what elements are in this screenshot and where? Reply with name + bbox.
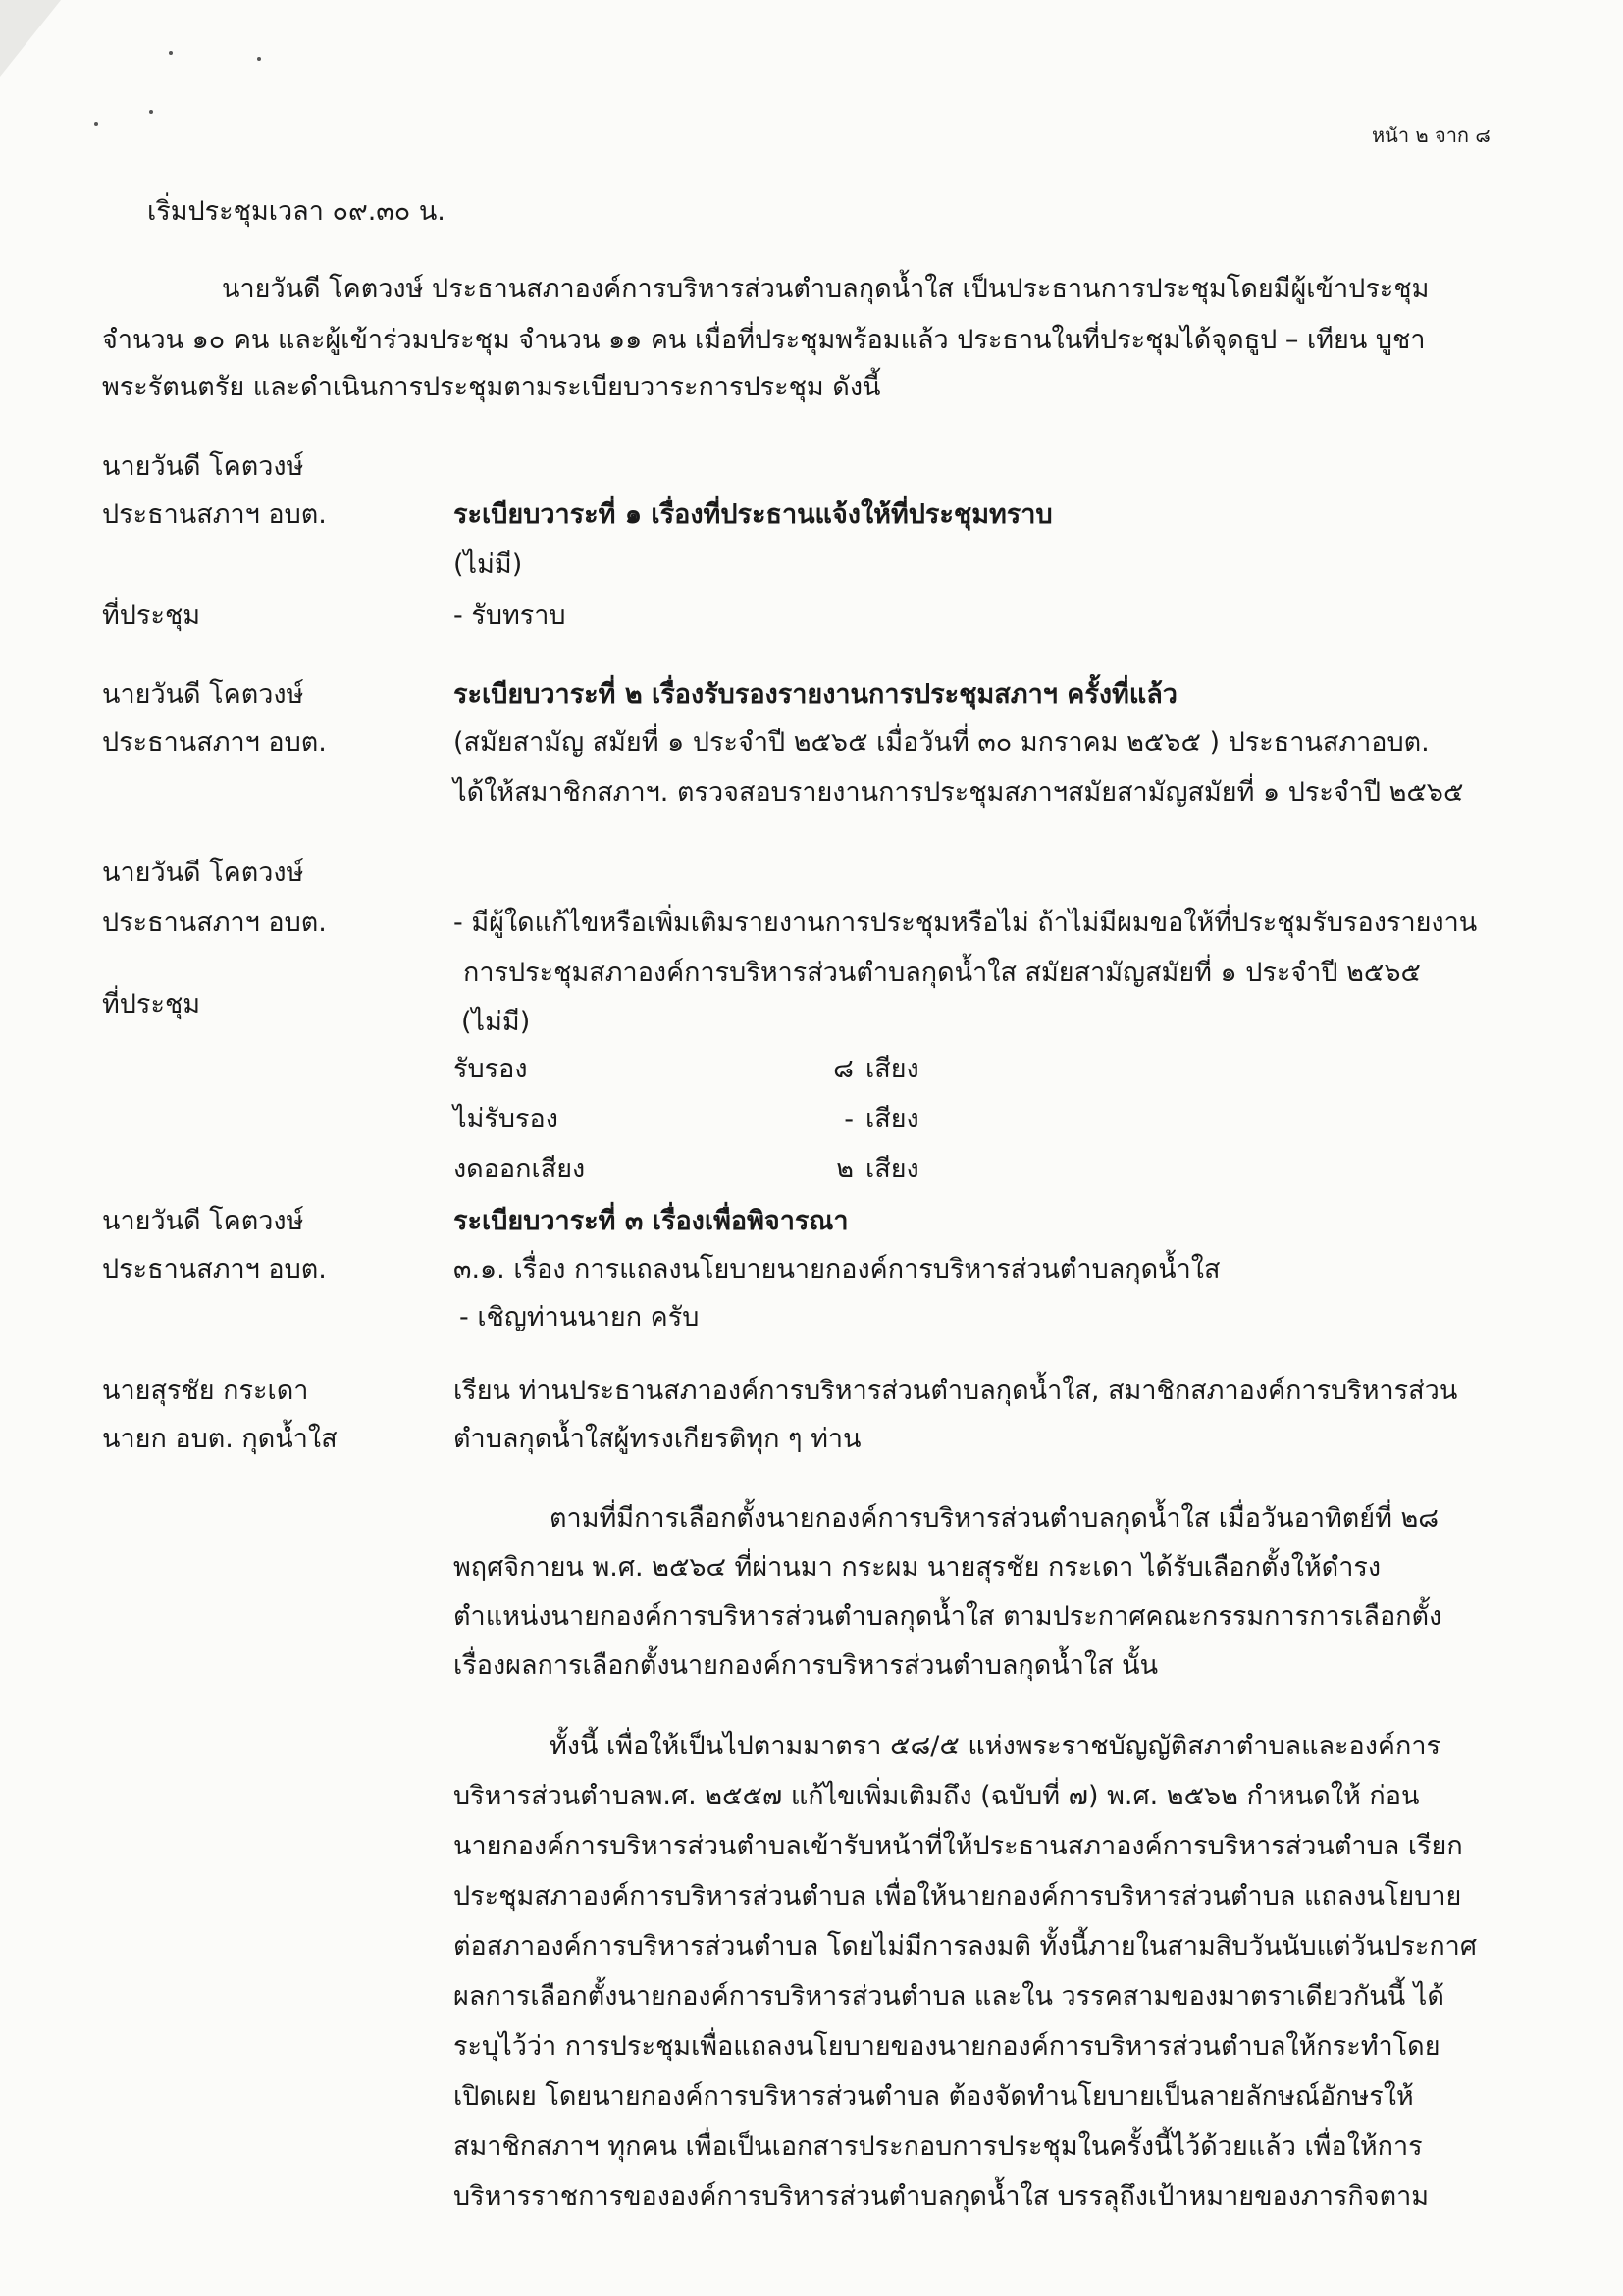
speaker-name: นายวันดี โคตวงษ์ xyxy=(102,679,304,709)
speech-paragraph-1-line: ตามที่มีการเลือกตั้งนายกองค์การบริหารส่วนตำบลกุดน้ำใส เมื่อวันอาทิตย์ที่ ๒๘ xyxy=(550,1503,1440,1534)
intro-line: นายวันดี โคตวงษ์ ประธานสภาองค์การบริหารส่วนตำบลกุดน้ำใส เป็นประธานการประชุมโดยมีผู้เข้าประชุม xyxy=(222,274,1430,304)
speech-paragraph-1-line: พฤศจิกายน พ.ศ. ๒๕๖๔ ที่ผ่านมา กระผม นายสุรชัย กระเดา ได้รับเลือกตั้งให้ดำรง xyxy=(453,1552,1382,1583)
vote-label: รับรอง xyxy=(453,1054,528,1084)
speech-paragraph-2-line: ระบุไว้ว่า การประชุมเพื่อแถลงนโยบายของนายกองค์การบริหารส่วนตำบลให้กระทำโดย xyxy=(453,2031,1440,2061)
agenda-2-line: (สมัยสามัญ สมัยที่ ๑ ประจำปี ๒๕๖๕ เมื่อวันที่ ๓๐ มกราคม ๒๕๖๕ ) ประธานสภาอบต. xyxy=(453,727,1430,757)
speech-paragraph-1-line: เรื่องผลการเลือกตั้งนายกองค์การบริหารส่วนตำบลกุดน้ำใส นั้น xyxy=(453,1650,1159,1681)
vote-row xyxy=(453,1150,924,1189)
scan-speck xyxy=(257,57,261,61)
speech-paragraph-2-line: ทั้งนี้ เพื่อให้เป็นไปตามมาตรา ๕๘/๕ แห่งพระราชบัญญัติสภาตำบลและองค์การ xyxy=(550,1731,1440,1761)
vote-unit: เสียง xyxy=(865,1054,919,1084)
folded-corner xyxy=(0,0,61,77)
scan-speck xyxy=(94,122,98,126)
speech-paragraph-2-line: ต่อสภาองค์การบริหารส่วนตำบล โดยไม่มีการลงมติ ทั้งนี้ภายในสามสิบวันนับแต่วันประกาศ xyxy=(453,1931,1477,1961)
agenda-3-title: ระเบียบวาระที่ ๓ เรื่องเพื่อพิจารณา xyxy=(453,1206,849,1236)
vote-label: งดออกเสียง xyxy=(453,1154,586,1184)
speech-paragraph-2-line: ผลการเลือกตั้งนายกองค์การบริหารส่วนตำบล และใน วรรคสามของมาตราเดียวกันนี้ ได้ xyxy=(453,1981,1444,2011)
page-number: หน้า ๒ จาก ๘ xyxy=(1372,124,1491,147)
vote-count: - xyxy=(844,1104,854,1134)
speaker-role: ประธานสภาฯ อบต. xyxy=(102,908,327,938)
agenda-2-title: ระเบียบวาระที่ ๒ เรื่องรับรองรายงานการประชุมสภาฯ ครั้งที่แล้ว xyxy=(453,679,1178,709)
vote-count: ๒ xyxy=(836,1154,854,1184)
speaker-name: นายวันดี โคตวงษ์ xyxy=(102,858,304,888)
scan-speck xyxy=(169,51,173,55)
mayor-greeting: ตำบลกุดน้ำใสผู้ทรงเกียรติทุก ๆ ท่าน xyxy=(453,1424,862,1454)
assembly-label: ที่ประชุม xyxy=(102,989,201,1019)
speaker-role: ประธานสภาฯ อบต. xyxy=(102,1254,327,1284)
agenda-1-note: (ไม่มี) xyxy=(453,549,523,580)
speaker-role: นายก อบต. กุดน้ำใส xyxy=(102,1424,338,1454)
assembly-response: - รับทราบ xyxy=(453,600,566,631)
mayor-greeting: เรียน ท่านประธานสภาองค์การบริหารส่วนตำบลกุดน้ำใส, สมาชิกสภาองค์การบริหารส่วน xyxy=(453,1376,1458,1406)
speech-paragraph-2-line: นายกองค์การบริหารส่วนตำบลเข้ารับหน้าที่ให้ประธานสภาองค์การบริหารส่วนตำบล เรียก xyxy=(453,1831,1463,1861)
speech-paragraph-2-line: ประชุมสภาองค์การบริหารส่วนตำบล เพื่อให้นายกองค์การบริหารส่วนตำบล แถลงนโยบาย xyxy=(453,1881,1462,1911)
intro-line: พระรัตนตรัย และดำเนินการประชุมตามระเบียบวาระการประชุม ดังนี้ xyxy=(102,372,881,402)
vote-label: ไม่รับรอง xyxy=(453,1104,558,1134)
speaker-role: ประธานสภาฯ อบต. xyxy=(102,727,327,757)
speaker-role: ประธานสภาฯ อบต. xyxy=(102,499,327,530)
speaker-name: นายสุรชัย กระเดา xyxy=(102,1376,309,1406)
intro-line: จำนวน ๑๐ คน และผู้เข้าร่วมประชุม จำนวน ๑๑ คน เมื่อที่ประชุมพร้อมแล้ว ประธานในที่ประชุมได้จุดธูป – เทียน บูชา xyxy=(102,325,1426,355)
start-time: เริ่มประชุมเวลา ๐๙.๓๐ น. xyxy=(147,196,445,227)
speaker-name: นายวันดี โคตวงษ์ xyxy=(102,1206,304,1236)
speech-paragraph-2-line: เปิดเผย โดยนายกองค์การบริหารส่วนตำบล ต้องจัดทำนโยบายเป็นลายลักษณ์อักษรให้ xyxy=(453,2081,1414,2112)
vote-unit: เสียง xyxy=(865,1104,919,1134)
speech-paragraph-2-line: บริหารส่วนตำบลพ.ศ. ๒๕๕๗ แก้ไขเพิ่มเติมถึง (ฉบับที่ ๗) พ.ศ. ๒๕๖๒ กำหนดให้ ก่อน xyxy=(453,1781,1420,1811)
vote-unit: เสียง xyxy=(865,1154,919,1184)
agenda-3-invite: - เชิญท่านนายก ครับ xyxy=(459,1302,700,1332)
assembly-label: ที่ประชุม xyxy=(102,600,201,631)
scan-speck xyxy=(149,110,153,114)
assembly-note: (ไม่มี) xyxy=(461,1007,531,1037)
chair-question: - มีผู้ใดแก้ไขหรือเพิ่มเติมรายงานการประชุมหรือไม่ ถ้าไม่มีผมขอให้ที่ประชุมรับรองรายงาน xyxy=(453,908,1478,938)
vote-row xyxy=(453,1100,924,1139)
vote-count: ๘ xyxy=(833,1054,854,1084)
agenda-3-item: ๓.๑. เรื่อง การแถลงนโยบายนายกองค์การบริหารส่วนตำบลกุดน้ำใส xyxy=(453,1254,1221,1284)
agenda-2-line: ได้ให้สมาชิกสภาฯ. ตรวจสอบรายงานการประชุมสภาฯสมัยสามัญสมัยที่ ๑ ประจำปี ๒๕๖๕ xyxy=(453,777,1464,808)
agenda-1-title: ระเบียบวาระที่ ๑ เรื่องที่ประธานแจ้งให้ที่ประชุมทราบ xyxy=(453,499,1053,530)
chair-question: การประชุมสภาองค์การบริหารส่วนตำบลกุดน้ำใส สมัยสามัญสมัยที่ ๑ ประจำปี ๒๕๖๕ xyxy=(463,958,1421,988)
vote-row xyxy=(453,1050,924,1089)
speaker-name: นายวันดี โคตวงษ์ xyxy=(102,451,304,482)
speech-paragraph-1-line: ตำแหน่งนายกองค์การบริหารส่วนตำบลกุดน้ำใส ตามประกาศคณะกรรมการการเลือกตั้ง xyxy=(453,1601,1442,1632)
speech-paragraph-2-line: บริหารราชการขององค์การบริหารส่วนตำบลกุดน้ำใส บรรลุถึงเป้าหมายของภารกิจตาม xyxy=(453,2181,1430,2212)
speech-paragraph-2-line: สมาชิกสภาฯ ทุกคน เพื่อเป็นเอกสารประกอบการประชุมในครั้งนี้ไว้ด้วยแล้ว เพื่อให้การ xyxy=(453,2131,1423,2162)
